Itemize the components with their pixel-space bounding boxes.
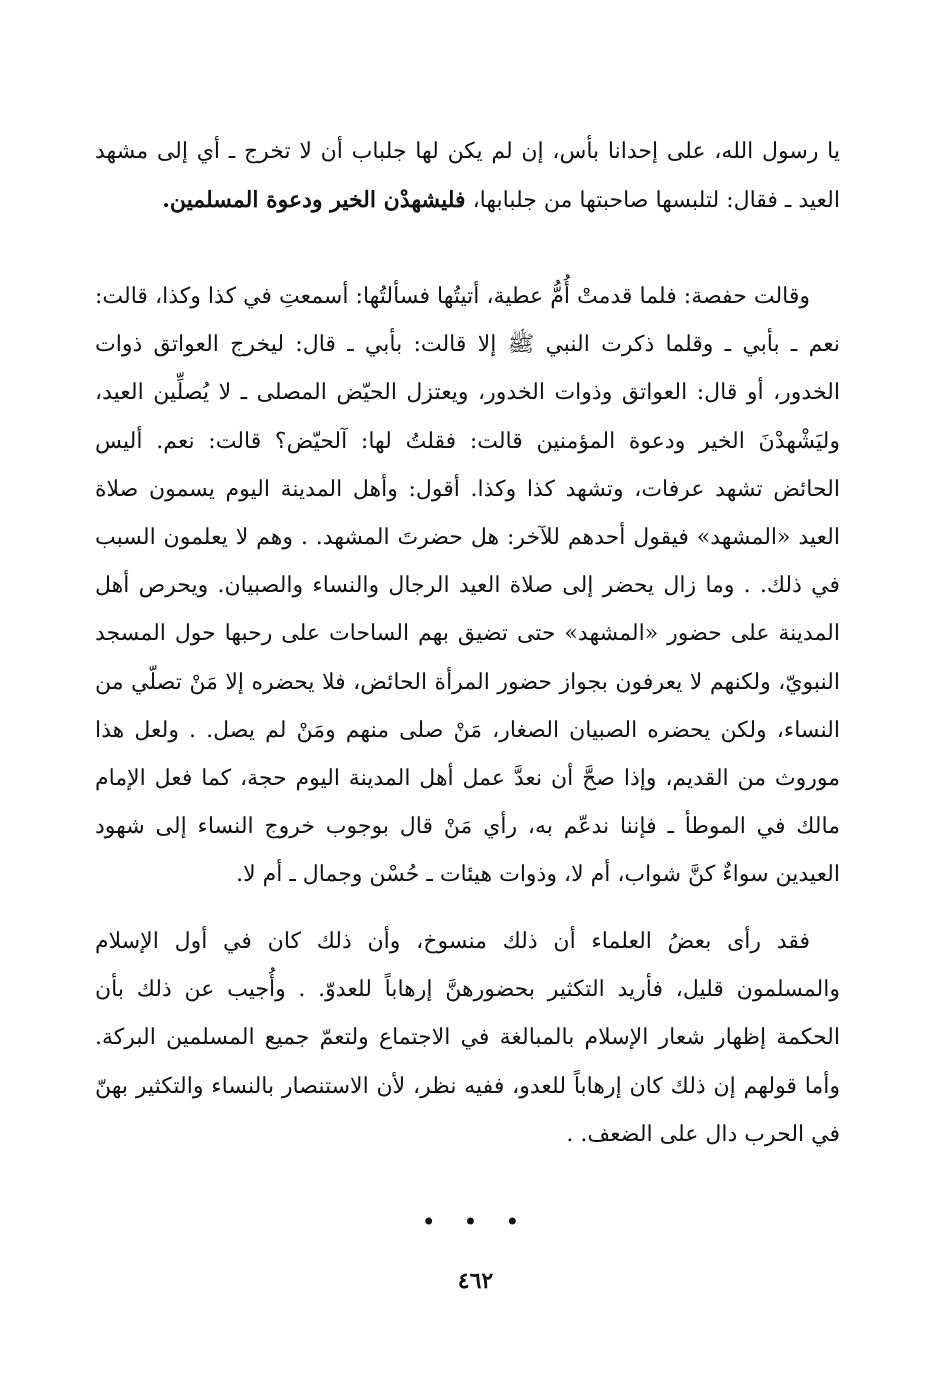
paragraph-1-regular: يا رسول الله، على إحدانا بأس، إن لم يكن لها جلباب أن لا تخرج ـ أي إلى مشهد العيد ـ فقال: لتلبسها صاحبتها من جلبابها،: [95, 139, 840, 214]
paragraph-1-text: [95, 128, 840, 225]
paragraph-3: [95, 918, 840, 1159]
section-separator: • • •: [421, 1208, 530, 1236]
paragraph-2: [95, 273, 840, 900]
paragraph-1-bold: فليشهدْن الخير ودعوة المسلمين.: [162, 187, 466, 214]
paragraph-1: [95, 128, 840, 225]
page-number: ٤٦٢: [457, 1268, 494, 1294]
paragraph-3-text: فقد رأى بعضُ العلماء أن ذلك منسوخ، وأن ذلك كان في أول الإسلام والمسلمون قليل، فأريد التكثير بحضورهنَّ إرهاباً للعدوّ. . وأُجيب عن ذلك بأن الحكمة إظهار شعار الإسلام بالمبالغة في الاجتماع ولتعمّ جميع المسلمين البركة. وأما قولهم إن ذلك كان إرهاباً للعدو، ففيه نظر، لأن الاستنصار بالنساء والتكثير بهنّ في الحرب دال على الضعف. .: [95, 929, 840, 1147]
paragraph-2-text: وقالت حفصة: فلما قدمتْ أُمُّ عطية، أتيتُها فسألتُها: أسمعتِ في كذا وكذا، قالت: نعم ـ بأبي ـ وقلما ذكرت النبي ﷺ إلا قالت: بأبي ـ قال: ليخرج العواتق ذوات الخدور، أو قال: العواتق وذوات الخدور، ويعتزل الحيّض المصلى ـ لا يُصلِّين العيد، وليَشْهدْنَ الخير ودعوة المؤمنين قالت: فقلتُ لها: آلحيّض؟ قالت: نعم. أليس الحائض تشهد عرفات، وتشهد كذا وكذا. أقول: وأهل المدينة اليوم يسمون صلاة العيد «المشهد» فيقول أحدهم للآخر: هل حضرتَ المشهد. . وهم لا يعلمون السبب في ذلك. . وما زال يحضر إلى صلاة العيد الرجال والنساء والصبيان. ويحرص أهل المدينة على حضور «المشهد» حتى تضيق بهم الساحات على رحبها حول المسجد النبويّ، ولكنهم لا يعرفون بجواز حضور المرأة الحائض، فلا يحضره إلا مَنْ تصلّي من النساء، ولكن يحضره الصبيان الصغار، مَنْ صلى منهم ومَنْ لم يصل. . ولعل هذا موروث من القديم، وإذا صحَّ أن نعدَّ عمل أهل المدينة اليوم حجة، كما فعل الإمام مالك في الموطأ ـ فإننا ندعّم به، رأي مَنْ قال بوجوب خروج النساء إلى شهود العيدين سواءٌ كنَّ شواب، أم لا، وذوات هيئات ـ حُسْن وجمال ـ أم لا.: [95, 284, 840, 888]
